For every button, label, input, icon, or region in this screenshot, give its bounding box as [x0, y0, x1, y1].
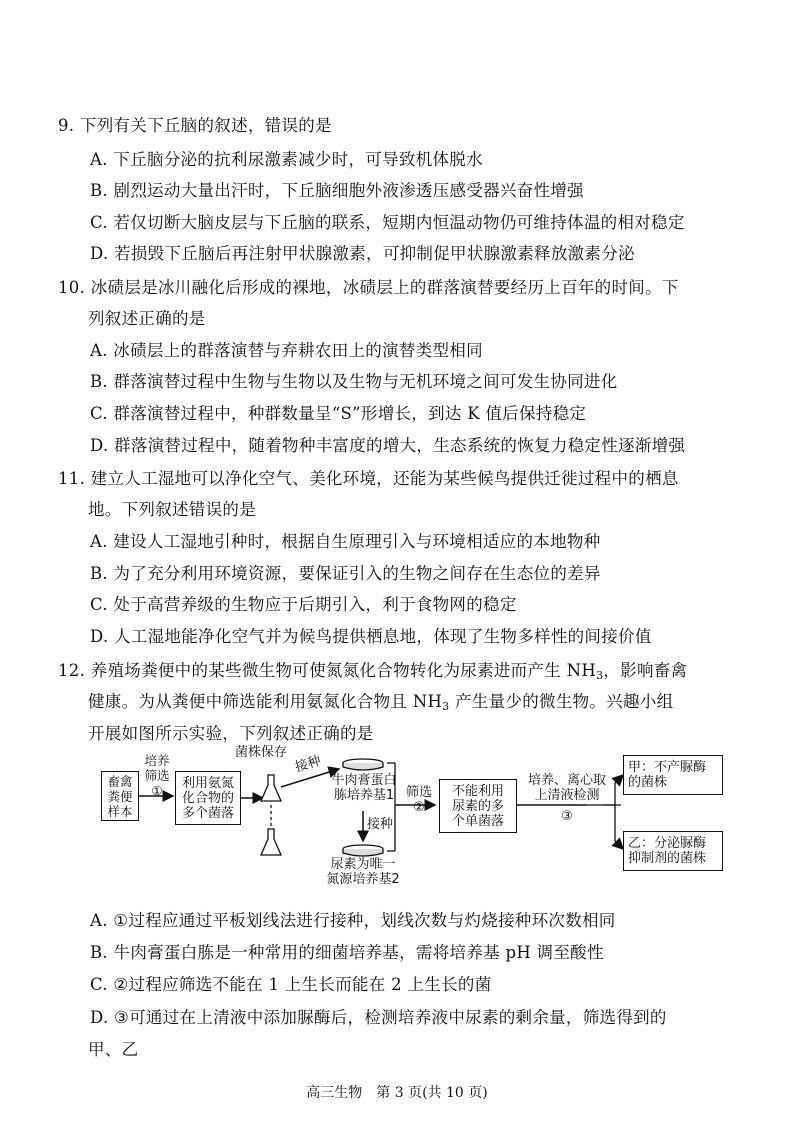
bacteria-colonies-box: 利用氨氮 化合物的 多个菌落: [175, 771, 241, 825]
medium-2-label: 尿素为唯一 氮源培养基2: [326, 857, 400, 887]
question-10-stem-cont: 列叙述正确的是: [88, 309, 206, 328]
petri-dish-icon: [343, 759, 383, 770]
single-colonies-box: 不能利用 尿素的多 个单菌落: [439, 779, 517, 833]
question-12-option-a: A. ①过程应通过平板划线法进行接种，划线次数与灼烧接种环次数相同: [90, 911, 616, 930]
question-10-option-d: D. 群落演替过程中，随着物种丰富度的增大，生态系统的恢复力稳定性逐渐增强: [90, 436, 686, 455]
flask-icon: [261, 775, 281, 801]
question-11-option-a: A. 建设人工湿地引种时，根据自生原理引入与环境相适应的本地物种: [90, 532, 601, 551]
question-9-option-a: A. 下丘脑分泌的抗利尿激素减少时，可导致机体脱水: [90, 150, 483, 169]
step-2-label: 筛选 ②: [405, 785, 432, 815]
experiment-flow-diagram: [95, 745, 735, 887]
step-3-label: 培养、离心取 上清液检测 ③: [527, 773, 606, 824]
question-11-option-d: D. 人工湿地能净化空气并为候鸟提供栖息地，体现了生物多样性的间接价值: [90, 627, 652, 646]
sample-box: 畜禽 粪便 样本: [101, 771, 139, 821]
strain-keep-label: 菌株保存: [235, 745, 288, 760]
question-9-stem: 9. 下列有关下丘脑的叙述，错误的是: [58, 116, 332, 135]
question-12-option-d: D. ③可通过在上清液中添加脲酶后，检测培养液中尿素的剩余量，筛选得到的: [90, 1008, 667, 1027]
flask-icon-2: [261, 829, 281, 855]
question-9-option-b: B. 剧烈运动大量出汗时，下丘脑细胞外液渗透压感受器兴奋性增强: [90, 181, 584, 200]
result-yi-box: 乙：分泌脲酶 抑制剂的菌株: [623, 831, 723, 871]
question-12-option-c: C. ②过程应筛选不能在 1 上生长而能在 2 上生长的菌: [90, 975, 492, 994]
medium-1-label: 牛肉膏蛋白 胨培养基1: [331, 773, 397, 803]
question-10-option-c: C. 群落演替过程中，种群数量呈“S”形增长，到达 K 值后保持稳定: [90, 404, 587, 423]
result-jia-box: 甲：不产脲酶 的菌株: [623, 755, 723, 795]
petri-dish-icon-2: [343, 845, 383, 856]
question-9-option-c: C. 若仅切断大脑皮层与下丘脑的联系，短期内恒温动物仍可维持体温的相对稳定: [90, 213, 685, 232]
step-1-label: 培养 筛选 ①: [144, 753, 170, 798]
question-12-stem-cont: 健康。为从粪便中筛选能利用氨氮化合物且 $NH_3$ 产生量少的微生物。兴趣小组: [88, 692, 674, 713]
question-11-option-b: B. 为了充分利用环境资源，要保证引入的生物之间存在生态位的差异: [90, 564, 601, 583]
inoculate-2-label: 接种: [367, 817, 394, 832]
question-11-stem-cont: 地。下列叙述错误的是: [88, 500, 256, 519]
page-footer: 高三生物 第 3 页(共 10 页): [306, 1085, 488, 1101]
question-11-option-c: C. 处于高营养级的生物应于后期引入，利于食物网的稳定: [90, 595, 517, 614]
question-12-stem: 12. 养殖场粪便中的某些微生物可使氮氮化合物转化为尿素进而产生 $NH_3$，影响畜禽: [58, 661, 688, 682]
question-10-option-a: A. 冰碛层上的群落演替与弃耕农田上的演替类型相同: [90, 341, 483, 360]
question-9-option-d: D. 若损毁下丘脑后再注射甲状腺激素，可抑制促甲状腺激素释放激素分泌: [90, 244, 635, 263]
question-11-stem: 11. 建立人工湿地可以净化空气、美化环境，还能为某些候鸟提供迁徙过程中的栖息: [58, 469, 679, 488]
question-10-option-b: B. 群落演替过程中生物与生物以及生物与无机环境之间可发生协同进化: [90, 372, 618, 391]
question-12-stem-cont-2: 开展如图所示实验，下列叙述正确的是: [88, 724, 374, 743]
inoculate-label: 接种: [293, 753, 323, 776]
question-10-stem: 10. 冰碛层是冰川融化后形成的裸地，冰碛层上的群落演替要经历上百年的时间。下: [58, 278, 679, 297]
question-12-option-d-cont: 甲、乙: [88, 1040, 139, 1059]
question-12-option-b: B. 牛肉膏蛋白胨是一种常用的细菌培养基，需将培养基 pH 调至酸性: [90, 943, 604, 962]
